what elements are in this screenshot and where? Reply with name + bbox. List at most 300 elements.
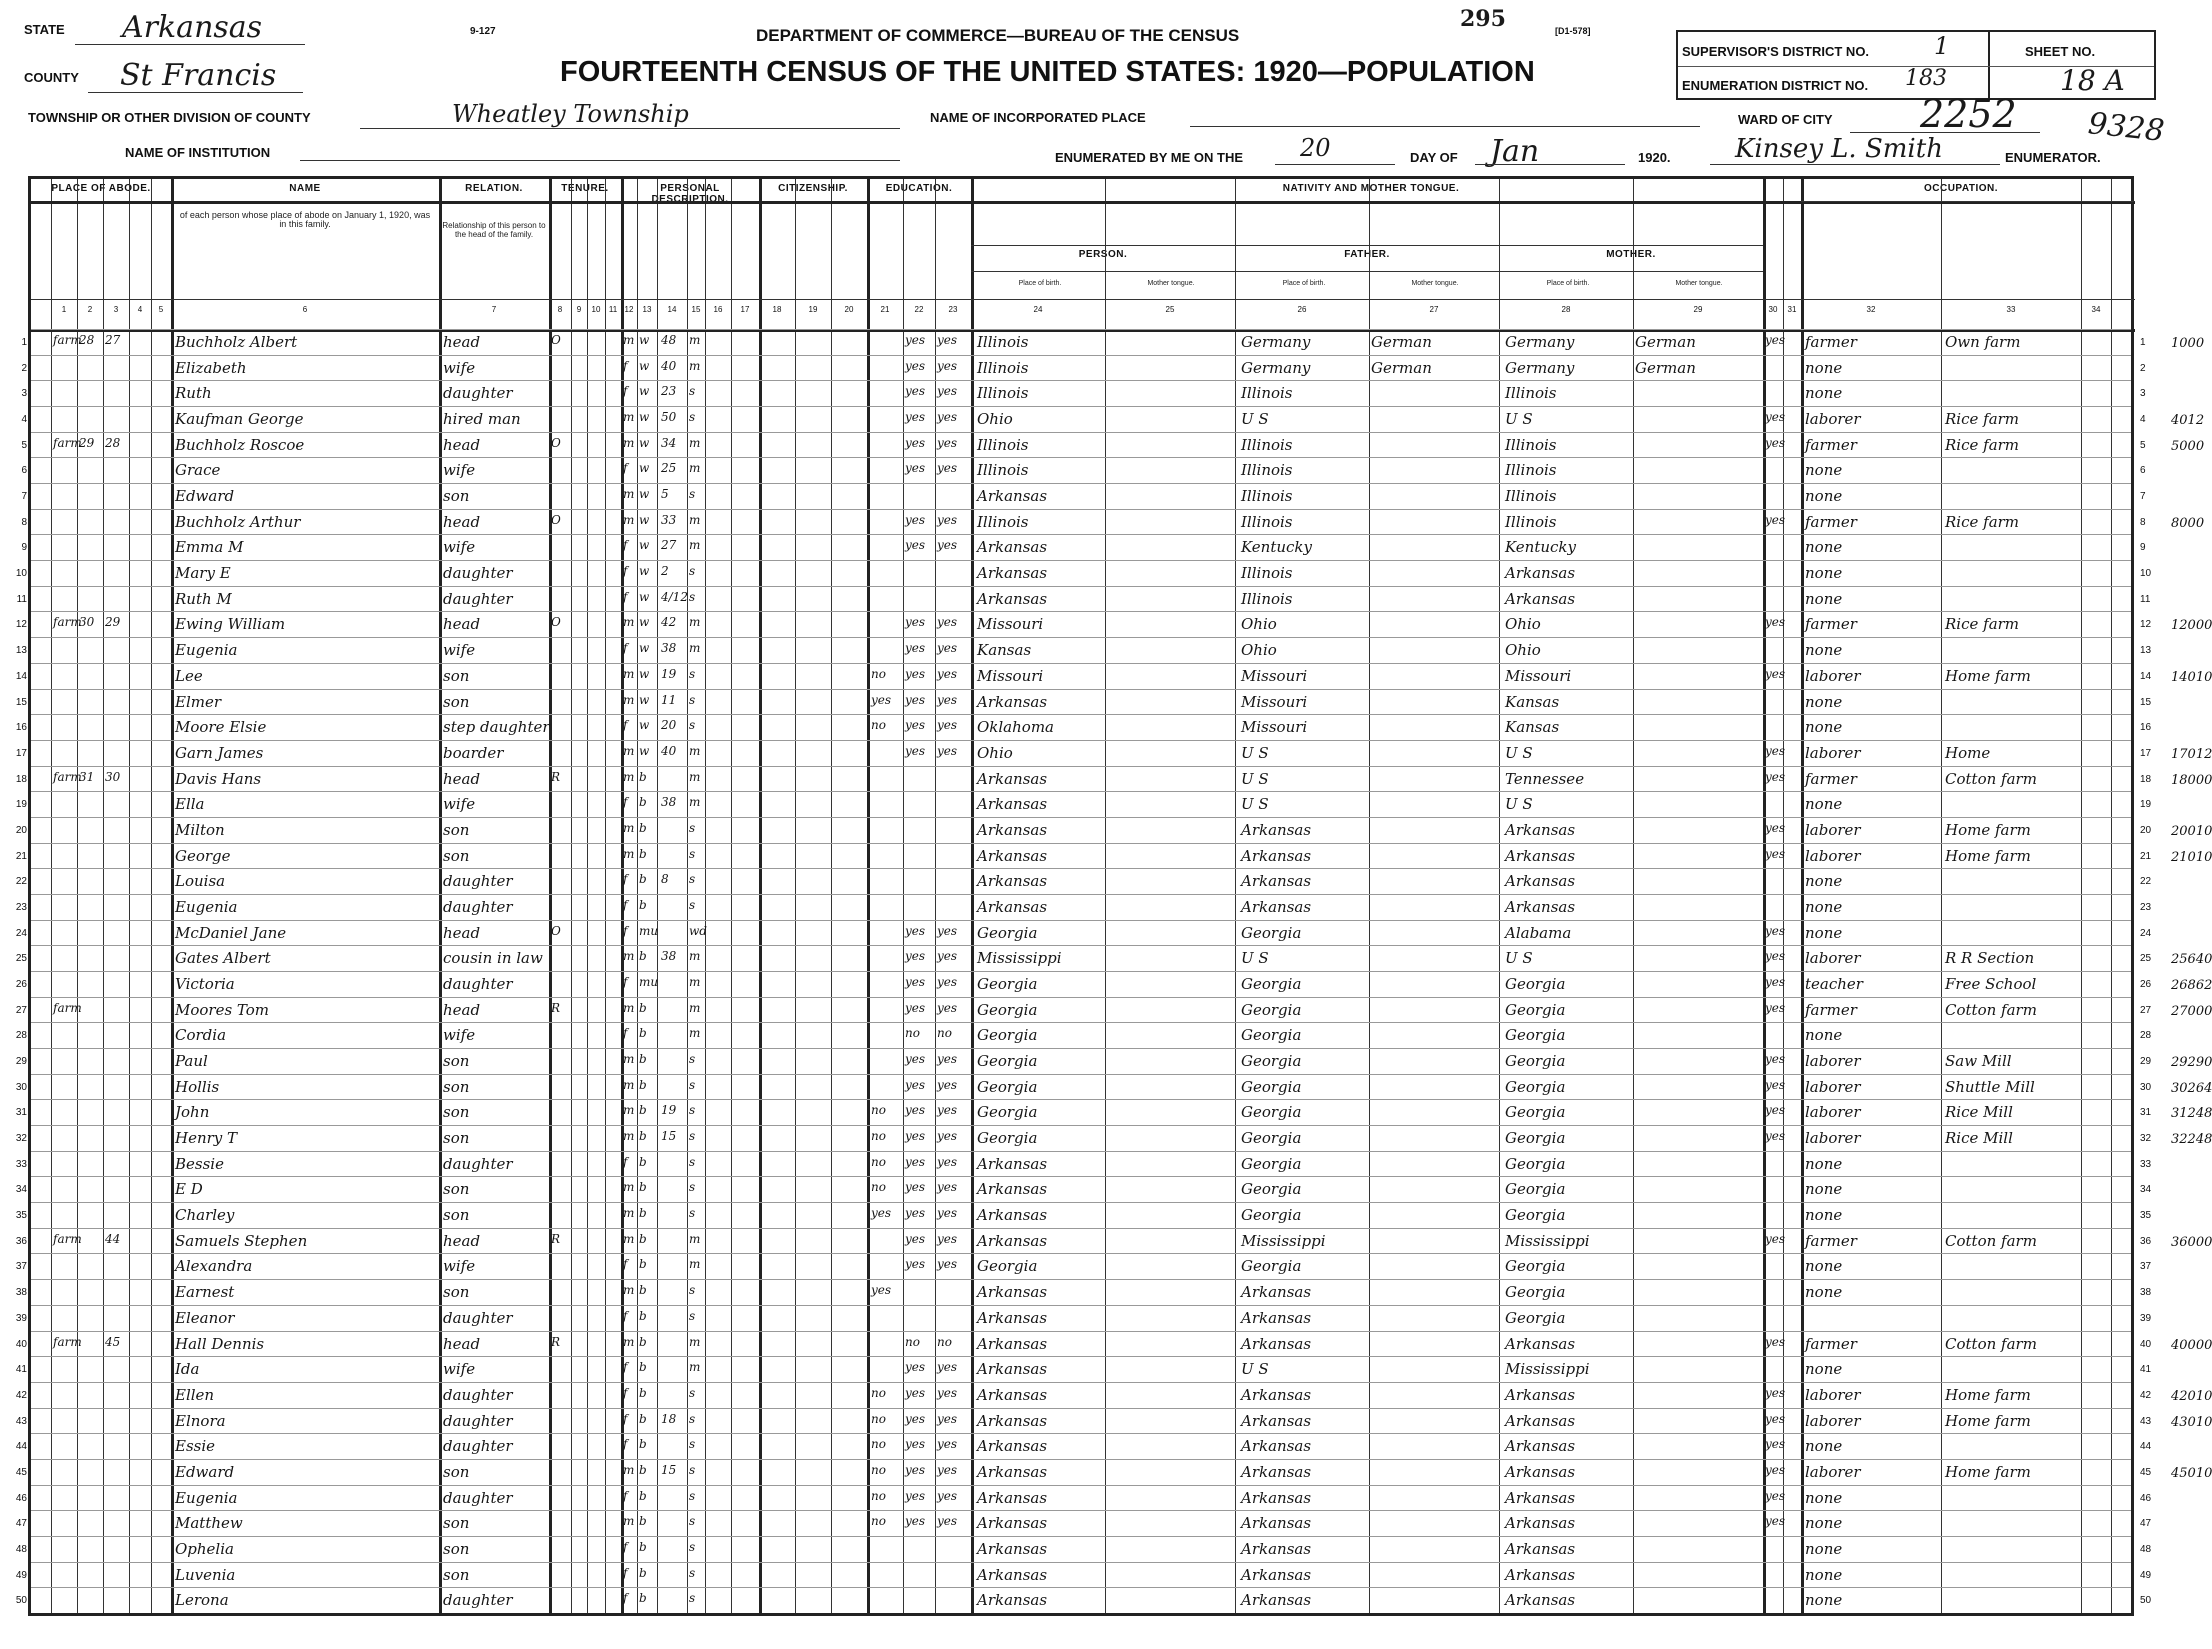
can-write-cell: yes xyxy=(937,1103,958,1118)
birthplace-cell: Arkansas xyxy=(977,1180,1048,1199)
occupation-code: 31248 xyxy=(2171,1106,2212,1122)
census-row xyxy=(15,560,2152,587)
age-cell: 42 xyxy=(661,615,677,630)
speaks-english-cell: yes xyxy=(1765,820,1786,835)
marital-status-cell: m xyxy=(689,333,701,347)
supervisor-value: 1 xyxy=(1934,32,1950,60)
institution-underline xyxy=(300,160,900,161)
sex-cell: m xyxy=(623,1129,635,1144)
can-read-cell: yes xyxy=(905,538,926,553)
race-cell: b xyxy=(639,949,647,964)
can-write-cell: yes xyxy=(937,1488,958,1503)
father-birthplace-cell: Arkansas xyxy=(1241,820,1312,839)
father-tongue-cell: German xyxy=(1371,358,1432,377)
line-number: 28 xyxy=(15,1030,27,1042)
relation-cell: son xyxy=(443,1180,470,1199)
person-name-cell: Grace xyxy=(175,461,221,480)
mother-birthplace-cell: Arkansas xyxy=(1505,564,1576,583)
mother-birthplace-cell: Georgia xyxy=(1505,1257,1566,1276)
marital-status-cell: wd xyxy=(689,923,707,938)
mother-birthplace-cell: Georgia xyxy=(1505,1154,1566,1173)
sex-cell: f xyxy=(623,795,628,810)
occupation-code: 40000 xyxy=(2171,1337,2212,1353)
father-birthplace-cell: Illinois xyxy=(1241,487,1293,506)
age-cell: 8 xyxy=(661,872,669,887)
relation-cell: son xyxy=(443,1514,470,1533)
relation-cell: daughter xyxy=(443,1437,513,1456)
industry-cell: Home farm xyxy=(1945,1411,2031,1430)
industry-cell: Own farm xyxy=(1945,333,2021,351)
can-read-cell: yes xyxy=(905,666,926,681)
dwelling-cell: farm xyxy=(53,1000,82,1015)
trade-cell: none xyxy=(1805,1565,1843,1584)
person-name-cell: Eugenia xyxy=(175,1488,238,1507)
sex-cell: f xyxy=(623,1026,628,1041)
line-number-right: 8 xyxy=(2140,516,2146,528)
can-read-cell: yes xyxy=(905,1231,926,1246)
sex-cell: f xyxy=(623,1591,628,1606)
census-row xyxy=(15,1510,2152,1537)
can-write-cell: yes xyxy=(937,1437,958,1452)
attended-school-cell: no xyxy=(871,1103,886,1118)
father-birthplace-cell: Arkansas xyxy=(1241,1283,1312,1302)
column-number: 24 xyxy=(1033,305,1043,314)
line-number-right: 34 xyxy=(2140,1184,2152,1196)
column-number: 14 xyxy=(667,305,677,314)
line-number: 41 xyxy=(15,1364,27,1376)
census-row xyxy=(15,1074,2212,1101)
birthplace-cell: Arkansas xyxy=(977,1488,1048,1507)
can-write-cell: yes xyxy=(937,1411,958,1426)
census-row xyxy=(15,1331,2212,1358)
race-cell: b xyxy=(639,1334,647,1349)
birthplace-cell: Missouri xyxy=(977,666,1044,685)
column-number: 4 xyxy=(137,305,143,314)
mother-birthplace-cell: Mississippi xyxy=(1505,1360,1590,1379)
can-write-cell: yes xyxy=(937,1360,958,1375)
marital-status-cell: m xyxy=(689,1231,701,1246)
age-cell: 20 xyxy=(661,718,677,733)
person-name-cell: Lerona xyxy=(175,1591,229,1610)
marital-status-cell: s xyxy=(689,666,696,681)
census-row xyxy=(15,1228,2212,1255)
line-number-right: 11 xyxy=(2140,593,2151,605)
birthplace-cell: Arkansas xyxy=(977,846,1048,865)
person-name-cell: Moore Elsie xyxy=(175,718,267,737)
column-number: 25 xyxy=(1165,305,1175,314)
person-name-cell: Gates Albert xyxy=(175,949,271,968)
father-birthplace-cell: Illinois xyxy=(1241,512,1293,531)
relation-cell: cousin in law xyxy=(443,949,543,968)
mother-birthplace-cell: Arkansas xyxy=(1505,1565,1576,1584)
person-name-cell: Henry T xyxy=(175,1129,238,1148)
line-number-right: 32 xyxy=(2140,1133,2152,1145)
industry-cell: Cotton farm xyxy=(1945,769,2037,788)
speaks-english-cell: yes xyxy=(1765,769,1786,784)
birthplace-cell: Arkansas xyxy=(977,872,1048,891)
trade-cell: none xyxy=(1805,795,1843,814)
line-number-right: 43 xyxy=(2140,1415,2152,1427)
age-cell: 25 xyxy=(661,461,677,476)
relation-cell: son xyxy=(443,1077,470,1096)
marital-status-cell: s xyxy=(689,820,696,835)
birthplace-cell: Georgia xyxy=(977,1000,1038,1019)
marital-status-cell: m xyxy=(689,358,701,373)
father-birthplace-cell: Arkansas xyxy=(1241,1308,1312,1327)
race-cell: mu xyxy=(639,975,659,989)
marital-status-cell: s xyxy=(689,1308,696,1323)
mother-birthplace-cell: Georgia xyxy=(1505,1206,1566,1225)
sex-cell: m xyxy=(623,487,635,502)
person-name-cell: Ruth M xyxy=(175,589,232,608)
line-number-right: 15 xyxy=(2140,696,2152,708)
institution-label: NAME OF INSTITUTION xyxy=(125,145,271,160)
father-birthplace-cell: U S xyxy=(1241,743,1269,762)
line-number: 35 xyxy=(15,1210,27,1222)
race-cell: w xyxy=(639,333,650,347)
father-birthplace-cell: Kentucky xyxy=(1241,538,1312,557)
race-cell: w xyxy=(639,410,650,425)
can-write-cell: yes xyxy=(937,615,958,630)
line-number: 25 xyxy=(15,953,27,965)
relation-cell: son xyxy=(443,846,470,865)
line-number: 31 xyxy=(15,1107,27,1119)
person-name-cell: Elmer xyxy=(175,692,222,711)
person-name-cell: Elnora xyxy=(175,1411,226,1430)
speaks-english-cell: yes xyxy=(1765,1411,1786,1426)
marital-status-cell: s xyxy=(689,1385,696,1400)
line-number: 11 xyxy=(16,593,27,605)
relation-cell: wife xyxy=(443,641,476,660)
can-read-cell: yes xyxy=(905,384,926,399)
father-tongue-label: Mother tongue. xyxy=(1411,280,1459,287)
father-birthplace-cell: Illinois xyxy=(1241,384,1293,403)
relation-cell: son xyxy=(443,1052,470,1071)
father-birthplace-cell: Germany xyxy=(1241,333,1311,351)
marital-status-cell: s xyxy=(689,1154,696,1169)
relation-cell: daughter xyxy=(443,975,513,993)
age-cell: 4/12 xyxy=(661,589,688,604)
census-row xyxy=(21,509,2205,536)
marital-status-cell: s xyxy=(689,589,696,604)
trade-cell: none xyxy=(1805,1154,1843,1173)
column-number: 5 xyxy=(158,305,164,314)
can-write-cell: yes xyxy=(937,1129,958,1144)
county-underline xyxy=(88,92,303,93)
trade-cell: laborer xyxy=(1805,743,1861,762)
trade-cell: laborer xyxy=(1805,1129,1861,1148)
census-row xyxy=(15,1253,2152,1280)
sex-cell: f xyxy=(623,1488,628,1503)
marital-status-cell: m xyxy=(689,795,701,810)
occupation-code: 42010 xyxy=(2171,1388,2212,1404)
birthplace-cell: Illinois xyxy=(977,512,1029,531)
relation-cell: head xyxy=(443,1334,481,1353)
race-cell: b xyxy=(639,897,647,912)
industry-cell: Home farm xyxy=(1945,1385,2031,1404)
birthplace-cell: Arkansas xyxy=(977,1462,1048,1481)
person-name-cell: Elizabeth xyxy=(175,358,247,377)
race-cell: b xyxy=(639,820,647,835)
birthplace-cell: Illinois xyxy=(977,358,1029,377)
relation-cell: son xyxy=(443,666,470,685)
line-number: 20 xyxy=(15,824,27,836)
sex-cell: m xyxy=(623,615,635,630)
mother-birthplace-cell: Arkansas xyxy=(1505,589,1576,608)
line-number-right: 31 xyxy=(2140,1107,2152,1119)
relation-cell: son xyxy=(443,820,470,839)
column-number: 33 xyxy=(2006,305,2016,314)
occupation-code: 45010 xyxy=(2171,1465,2212,1481)
line-number: 32 xyxy=(15,1133,27,1145)
relation-description: Relationship of this person to the head of the family. xyxy=(442,221,546,239)
age-cell: 50 xyxy=(661,410,677,425)
can-read-cell: yes xyxy=(905,1180,926,1195)
mother-pob-label: Place of birth. xyxy=(1546,280,1590,287)
column-number: 18 xyxy=(772,305,782,314)
line-number-right: 42 xyxy=(2140,1389,2152,1401)
relation-cell: son xyxy=(443,692,470,711)
relation-cell: wife xyxy=(443,538,476,557)
occupation-code: 14010 xyxy=(2171,669,2212,685)
father-birthplace-cell: Arkansas xyxy=(1241,1539,1312,1558)
race-cell: b xyxy=(639,1411,647,1426)
line-number: 45 xyxy=(15,1466,27,1478)
person-name-cell: Samuels Stephen xyxy=(175,1231,308,1250)
father-birthplace-cell: Arkansas xyxy=(1241,872,1312,891)
can-read-cell: yes xyxy=(905,333,926,347)
age-cell: 33 xyxy=(661,512,677,527)
sex-cell: f xyxy=(623,872,628,887)
can-write-cell: yes xyxy=(937,1206,958,1221)
line-number: 5 xyxy=(21,439,27,451)
line-number: 14 xyxy=(15,670,27,682)
occupation-code: 1000 xyxy=(2171,336,2205,351)
race-cell: w xyxy=(639,435,650,450)
person-name-cell: Essie xyxy=(175,1437,216,1456)
birthplace-cell: Arkansas xyxy=(977,1231,1048,1250)
age-cell: 11 xyxy=(661,692,677,707)
race-cell: b xyxy=(639,1385,647,1400)
census-row xyxy=(15,1408,2212,1435)
line-number-right: 38 xyxy=(2140,1287,2152,1299)
can-read-cell: yes xyxy=(905,435,926,450)
mother-birthplace-cell: Ohio xyxy=(1505,615,1541,634)
line-number: 21 xyxy=(15,850,27,862)
industry-cell: Rice farm xyxy=(1945,512,2020,531)
can-write-cell: yes xyxy=(937,1385,958,1400)
line-number: 16 xyxy=(15,722,27,734)
person-name-cell: Ruth xyxy=(175,384,212,403)
line-number-right: 6 xyxy=(2140,465,2146,477)
race-cell: w xyxy=(639,487,650,502)
can-read-cell: yes xyxy=(905,1077,926,1092)
margin-note: 9328 xyxy=(2086,106,2166,149)
census-row xyxy=(16,586,2151,613)
line-number-right: 50 xyxy=(2140,1595,2152,1607)
father-birthplace-cell: Georgia xyxy=(1241,1257,1302,1276)
trade-cell: none xyxy=(1805,1360,1843,1379)
trade-cell: none xyxy=(1805,641,1843,660)
can-write-cell: yes xyxy=(937,923,958,938)
header-rule xyxy=(31,299,2135,300)
column-number: 10 xyxy=(591,305,601,314)
relation-cell: wife xyxy=(443,1026,476,1045)
marital-status-cell: s xyxy=(689,897,696,912)
occupation-code: 21010 xyxy=(2171,849,2212,865)
census-row xyxy=(15,1279,2152,1306)
father-birthplace-cell: U S xyxy=(1241,795,1269,814)
birthplace-cell: Arkansas xyxy=(977,769,1048,788)
can-read-cell: yes xyxy=(905,615,926,630)
occupation-code: 5000 xyxy=(2171,438,2205,454)
father-birthplace-cell: Arkansas xyxy=(1241,1437,1312,1456)
trade-cell: none xyxy=(1805,1514,1843,1533)
column-number: 7 xyxy=(491,305,497,314)
line-number: 46 xyxy=(15,1492,27,1504)
sex-cell: f xyxy=(623,1411,628,1426)
marital-status-cell: s xyxy=(689,1437,696,1452)
sex-cell: f xyxy=(623,1154,628,1169)
mother-birthplace-cell: Georgia xyxy=(1505,1103,1566,1122)
line-number: 18 xyxy=(15,773,27,785)
line-number: 9 xyxy=(21,542,27,554)
trade-cell: laborer xyxy=(1805,1077,1861,1096)
industry-cell: Rice farm xyxy=(1945,410,2020,429)
birthplace-cell: Arkansas xyxy=(977,538,1048,557)
attended-school-cell: no xyxy=(871,1385,886,1400)
mother-birthplace-cell: Arkansas xyxy=(1505,820,1576,839)
speaks-english-cell: yes xyxy=(1765,666,1786,681)
marital-status-cell: s xyxy=(689,1052,696,1067)
trade-cell: laborer xyxy=(1805,846,1861,865)
line-number-right: 28 xyxy=(2140,1030,2152,1042)
race-cell: b xyxy=(639,1077,647,1092)
trade-cell: none xyxy=(1805,897,1843,916)
father-birthplace-cell: U S xyxy=(1241,1360,1269,1379)
trade-cell: laborer xyxy=(1805,1103,1861,1122)
relation-cell: head xyxy=(443,923,481,942)
mother-birthplace-cell: U S xyxy=(1505,743,1533,762)
census-row xyxy=(21,483,2146,510)
header-rule xyxy=(971,271,1763,272)
age-cell: 40 xyxy=(661,358,677,373)
trade-cell: none xyxy=(1805,358,1843,377)
race-cell: w xyxy=(639,512,650,527)
census-row xyxy=(15,1305,2152,1332)
mother-birthplace-cell: Georgia xyxy=(1505,1052,1566,1071)
industry-cell: Rice Mill xyxy=(1945,1129,2013,1148)
header-rule xyxy=(1801,201,2135,202)
can-write-cell: yes xyxy=(937,1257,958,1272)
line-number-right: 26 xyxy=(2140,979,2152,990)
father-birthplace-cell: U S xyxy=(1241,769,1269,788)
mother-birthplace-cell: Arkansas xyxy=(1505,1437,1576,1456)
line-number: 6 xyxy=(21,465,27,477)
mother-birthplace-cell: Georgia xyxy=(1505,1129,1566,1148)
attended-school-cell: no xyxy=(871,1180,886,1195)
birthplace-cell: Arkansas xyxy=(977,564,1048,583)
person-name-cell: Charley xyxy=(175,1206,235,1225)
industry-cell: Shuttle Mill xyxy=(1945,1077,2035,1096)
tenure-cell: O xyxy=(551,435,561,450)
line-number: 49 xyxy=(15,1569,27,1581)
mother-birthplace-cell: Arkansas xyxy=(1505,1514,1576,1533)
can-read-cell: yes xyxy=(905,975,926,989)
trade-cell: none xyxy=(1805,1437,1843,1456)
marital-status-cell: s xyxy=(689,1411,696,1426)
line-number-right: 14 xyxy=(2140,670,2152,682)
age-cell: 19 xyxy=(661,666,677,681)
department-line: DEPARTMENT OF COMMERCE—BUREAU OF THE CENSUS xyxy=(756,26,1240,45)
census-row xyxy=(21,380,2146,407)
speaks-english-cell: yes xyxy=(1765,1129,1786,1144)
day-of-label: DAY OF xyxy=(1410,150,1458,165)
line-number-right: 25 xyxy=(2140,953,2152,965)
person-name-cell: Kaufman George xyxy=(175,410,304,429)
line-number-right: 41 xyxy=(2140,1364,2152,1376)
father-birthplace-cell: Arkansas xyxy=(1241,1565,1312,1584)
column-number: 23 xyxy=(948,305,958,314)
relation-cell: son xyxy=(443,1283,470,1302)
line-number-right: 3 xyxy=(2140,388,2146,400)
person-name-cell: Davis Hans xyxy=(175,769,262,788)
census-row xyxy=(15,766,2212,793)
birthplace-cell: Arkansas xyxy=(977,1514,1048,1533)
relation-cell: wife xyxy=(443,1360,476,1379)
father-birthplace-cell: Arkansas xyxy=(1241,1385,1312,1404)
birthplace-cell: Arkansas xyxy=(977,1591,1048,1610)
person-name-cell: Alexandra xyxy=(175,1257,253,1276)
race-cell: b xyxy=(639,1129,647,1144)
county-value: St Francis xyxy=(120,58,277,93)
dwelling-cell: farm xyxy=(53,769,82,784)
mother-birthplace-cell: Georgia xyxy=(1505,1000,1566,1019)
mother-birthplace-cell: Kentucky xyxy=(1505,538,1576,557)
mother-birthplace-cell: Georgia xyxy=(1505,1026,1566,1045)
mother-birthplace-cell: Germany xyxy=(1505,333,1575,351)
census-row xyxy=(15,1382,2212,1409)
mother-birthplace-cell: Arkansas xyxy=(1505,897,1576,916)
marital-status-cell: m xyxy=(689,641,701,656)
relation-cell: head xyxy=(443,512,481,531)
birthplace-cell: Illinois xyxy=(977,435,1029,454)
line-number: 38 xyxy=(15,1287,27,1299)
person-name-cell: Eugenia xyxy=(175,897,238,916)
year-label: 1920. xyxy=(1638,150,1671,165)
trade-cell: laborer xyxy=(1805,1462,1861,1481)
relation-cell: head xyxy=(443,1231,481,1250)
census-row xyxy=(15,1048,2212,1075)
house-number-cell: 30 xyxy=(79,615,95,630)
column-number: 12 xyxy=(624,305,634,314)
sex-cell: f xyxy=(623,1308,628,1323)
family-number-cell: 29 xyxy=(105,615,121,630)
relation-cell: son xyxy=(443,1206,470,1225)
speaks-english-cell: yes xyxy=(1765,1334,1786,1349)
occupation-code: 32248 xyxy=(2171,1132,2212,1148)
marital-status-cell: s xyxy=(689,1180,696,1195)
sex-cell: f xyxy=(623,1437,628,1452)
mother-birthplace-cell: Arkansas xyxy=(1505,846,1576,865)
line-number: 26 xyxy=(15,979,27,990)
can-read-cell: yes xyxy=(905,1052,926,1067)
relation-cell: daughter xyxy=(443,1308,513,1327)
enumerator-underline xyxy=(1710,164,2000,165)
relation-cell: son xyxy=(443,1462,470,1481)
can-read-cell: yes xyxy=(905,410,926,425)
supervisor-label: SUPERVISOR'S DISTRICT NO. xyxy=(1682,44,1870,59)
